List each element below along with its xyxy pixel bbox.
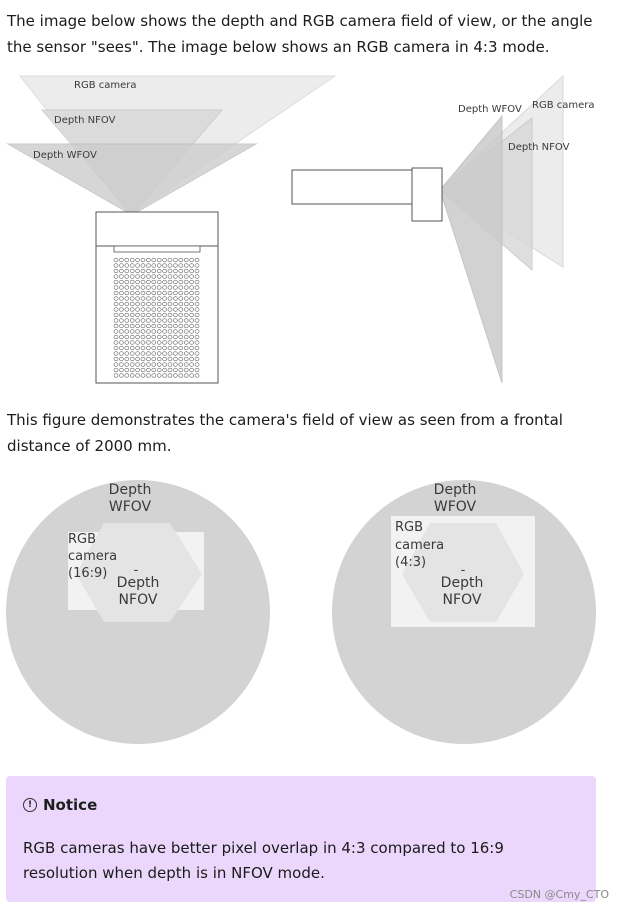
left-nfov-label-2: NFOV <box>118 592 158 608</box>
figure-caption: This figure demonstrates the camera's field of view as seen from a frontal distance of 2000 mm. <box>7 411 563 455</box>
watermark: CSDN @Cmy_CTO <box>509 888 609 901</box>
right-nfov-label-1: Depth <box>440 575 484 591</box>
side-wfov-cone <box>440 116 502 383</box>
side-device-head <box>412 168 442 221</box>
side-device-body <box>292 170 412 204</box>
right-wfov-label-2: WFOV <box>433 499 477 515</box>
notice-header <box>23 796 97 814</box>
left-rgb-label-1: RGB <box>68 532 97 547</box>
left-rgb-label-3: (16:9) <box>68 566 108 581</box>
right-wfov-label-1: Depth <box>433 482 477 498</box>
right-dash: - <box>460 563 466 578</box>
notice-callout <box>6 776 596 902</box>
notice-text: RGB cameras have better pixel overlap in 4:3 compared to 16:9 resolution when depth is in NFOV mode. <box>23 839 504 882</box>
left-dash: - <box>133 563 139 578</box>
front-rgb-label: RGB camera <box>74 80 137 91</box>
intro-paragraph: The image below shows the depth and RGB camera field of view, or the angle the sensor "sees". The image below shows an RGB camera in 4:3 mode. <box>7 12 593 56</box>
side-rgb-label: RGB camera <box>532 100 595 111</box>
left-wfov-label-2: WFOV <box>108 499 152 515</box>
right-nfov-label-2: NFOV <box>442 592 482 608</box>
frontal-diagram-16-9 <box>6 480 270 744</box>
front-wfov-label: Depth WFOV <box>33 150 97 161</box>
device-lens-strip <box>114 246 200 252</box>
right-rgb-label-2: camera <box>395 538 445 553</box>
side-fov-diagram <box>292 76 595 383</box>
device-head <box>96 212 218 246</box>
left-nfov-label-1: Depth <box>116 575 160 591</box>
notice-title: Notice <box>43 796 98 814</box>
front-nfov-label: Depth NFOV <box>54 115 116 126</box>
frontal-diagram-4-3 <box>332 480 596 744</box>
info-icon: ! <box>23 798 37 812</box>
right-rgb-label-3: (4:3) <box>395 555 427 570</box>
left-wfov-label-1: Depth <box>108 482 152 498</box>
front-fov-diagram <box>8 76 335 383</box>
right-rgb-label-1: RGB <box>395 520 424 535</box>
side-nfov-label: Depth NFOV <box>508 142 570 153</box>
left-rgb-label-2: camera <box>68 549 118 564</box>
side-wfov-label: Depth WFOV <box>458 104 522 115</box>
